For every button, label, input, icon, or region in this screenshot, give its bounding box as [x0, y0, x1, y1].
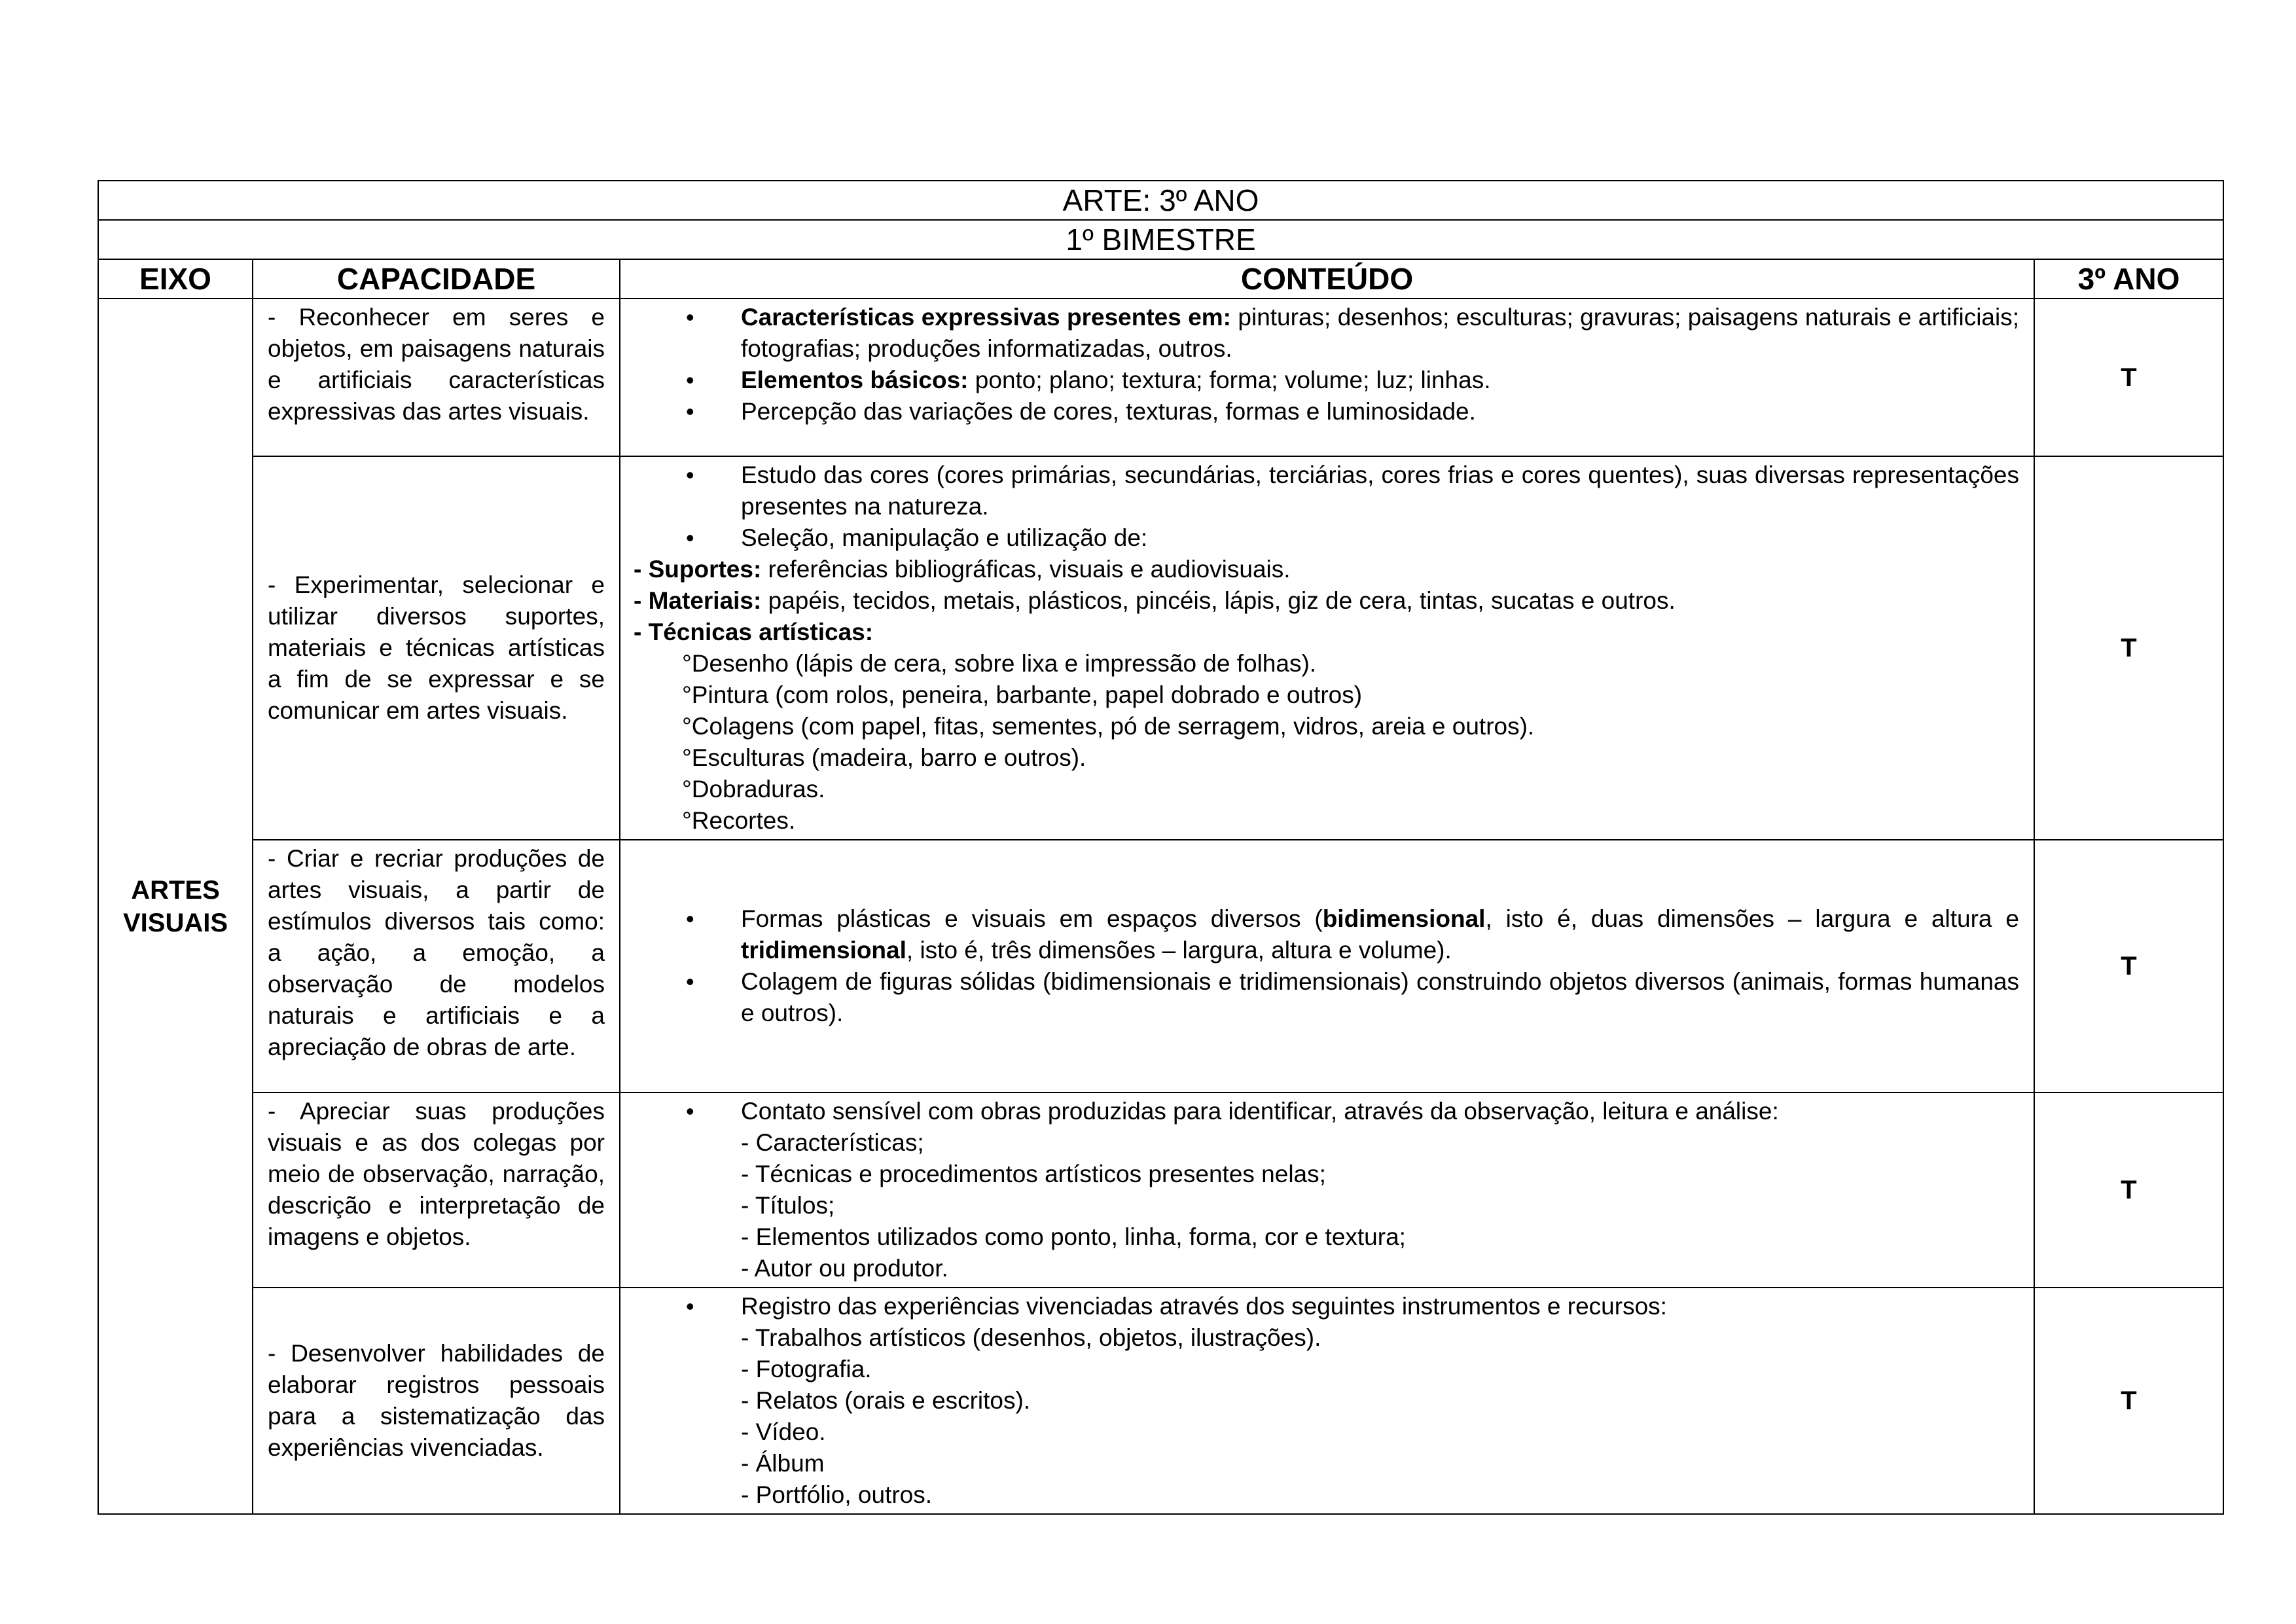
sub-item: - Características;: [741, 1129, 924, 1156]
item-text: ponto; plano; textura; forma; volume; luz; linhas.: [968, 367, 1491, 393]
header-ano: 3º ANO: [2034, 259, 2223, 298]
capacidade-cell: - Desenvolver habilidades de elaborar registros pessoais para a sistematização das experiências vivenciadas.: [253, 1288, 620, 1514]
sub-item: - Títulos;: [741, 1192, 835, 1219]
subtitle-row: [98, 220, 2223, 259]
item-bold-term: tridimensional: [741, 937, 906, 964]
item-text: Formas plásticas e visuais em espaços diversos (: [741, 905, 1323, 932]
bullet-list: [634, 1291, 2019, 1322]
list-item: [634, 1096, 2019, 1127]
sub-item: - Autor ou produtor.: [741, 1255, 948, 1282]
table-row: [98, 1092, 2223, 1288]
suportes-label: - Suportes:: [634, 556, 762, 583]
bullet-list: [634, 302, 2019, 427]
table-title: ARTE: 3º ANO: [98, 181, 2223, 220]
list-item: [634, 365, 2019, 396]
item-text: Contato sensível com obras produzidas para identificar, através da observação, leitura e análise:: [741, 1098, 1779, 1125]
item-text: pinturas; desenhos; esculturas; gravuras; paisagens naturais e artificiais; fotografias; produções informatizadas, outros.: [741, 304, 2019, 362]
table-row: [98, 456, 2223, 840]
list-item: [634, 396, 2019, 427]
bullet-icon: •: [686, 398, 694, 425]
list-item: [634, 460, 2019, 522]
bullet-icon: •: [686, 461, 694, 488]
bullet-icon: •: [686, 905, 694, 932]
table-row: [98, 840, 2223, 1092]
conteudo-cell: [620, 298, 2034, 456]
bullet-icon: •: [686, 304, 694, 331]
table-row: [98, 1288, 2223, 1514]
list-item: [634, 302, 2019, 365]
sub-item: - Trabalhos artísticos (desenhos, objetos, ilustrações).: [741, 1324, 1321, 1351]
item-bold-label: Elementos básicos:: [741, 367, 969, 393]
item-text: Seleção, manipulação e utilização de:: [741, 524, 1148, 551]
item-bold-label: Características expressivas presentes em:: [741, 304, 1232, 331]
conteudo-cell: [620, 1092, 2034, 1288]
item-text: , isto é, três dimensões – largura, altura e volume).: [906, 937, 1452, 964]
item-text: Registro das experiências vivenciadas através dos seguintes instrumentos e recursos:: [741, 1293, 1667, 1320]
sub-item: - Portfólio, outros.: [741, 1481, 933, 1508]
conteudo-cell: [620, 456, 2034, 840]
item-bold-term: bidimensional: [1322, 905, 1486, 932]
sub-item: - Vídeo.: [741, 1418, 826, 1445]
bullet-icon: •: [686, 524, 694, 551]
suportes-line: [634, 554, 2019, 585]
sub-item: - Fotografia.: [741, 1356, 872, 1382]
ano-cell: T: [2034, 456, 2223, 840]
ano-cell: T: [2034, 840, 2223, 1092]
bullet-list: [634, 460, 2019, 554]
bullet-icon: •: [686, 1293, 694, 1320]
sub-item: - Elementos utilizados como ponto, linha, forma, cor e textura;: [741, 1223, 1406, 1250]
capacidade-cell: - Reconhecer em seres e objetos, em paisagens naturais e artificiais características expressivas das artes visuais.: [253, 298, 620, 456]
sub-item: - Técnicas e procedimentos artísticos presentes nelas;: [741, 1161, 1326, 1187]
bullet-list: [634, 903, 2019, 1029]
table-row: [98, 298, 2223, 456]
bullet-icon: •: [686, 367, 694, 393]
capacidade-cell: - Criar e recriar produções de artes visuais, a partir de estímulos diversos tais como: a ação, a emoção, a observação de modelos naturais e artificiais e a apreciação de obras de arte.: [253, 840, 620, 1092]
eixo-label-line2: VISUAIS: [122, 908, 228, 937]
list-item: °Pintura (com rolos, peneira, barbante, papel dobrado e outros): [682, 681, 1363, 708]
conteudo-cell: [620, 1288, 2034, 1514]
title-row: [98, 181, 2223, 220]
list-item: °Esculturas (madeira, barro e outros).: [682, 744, 1086, 771]
materiais-line: [634, 585, 2019, 617]
tecnicas-label: - Técnicas artísticas:: [634, 619, 874, 645]
table-subtitle: 1º BIMESTRE: [98, 220, 2223, 259]
bullet-icon: •: [686, 968, 694, 995]
list-item: °Colagens (com papel, fitas, sementes, pó de serragem, vidros, areia e outros).: [682, 713, 1535, 740]
list-item: [634, 903, 2019, 966]
list-item: [634, 1291, 2019, 1322]
header-eixo: EIXO: [98, 259, 253, 298]
eixo-cell: [98, 298, 253, 1514]
conteudo-cell: [620, 840, 2034, 1092]
ano-cell: T: [2034, 1092, 2223, 1288]
capacidade-cell: - Apreciar suas produções visuais e as dos colegas por meio de observação, narração, descrição e interpretação de imagens e objetos.: [253, 1092, 620, 1288]
header-row: [98, 259, 2223, 298]
capacidade-cell: - Experimentar, selecionar e utilizar diversos suportes, materiais e técnicas artísticas a fim de se expressar e se comunicar em artes visuais.: [253, 456, 620, 840]
ano-cell: T: [2034, 298, 2223, 456]
eixo-label-line1: ARTES: [131, 875, 220, 905]
bullet-icon: •: [686, 1098, 694, 1125]
sub-item: - Relatos (orais e escritos).: [741, 1387, 1031, 1414]
list-item: [634, 966, 2019, 1029]
materiais-text: papéis, tecidos, metais, plásticos, pincéis, lápis, giz de cera, tintas, sucatas e outros.: [761, 587, 1676, 614]
materiais-label: - Materiais:: [634, 587, 762, 614]
list-item: [634, 522, 2019, 554]
suportes-text: referências bibliográficas, visuais e audiovisuais.: [761, 556, 1291, 583]
header-conteudo: CONTEÚDO: [620, 259, 2034, 298]
curriculum-table: [98, 180, 2224, 1515]
bullet-list: [634, 1096, 2019, 1127]
item-text: Colagem de figuras sólidas (bidimensionais e tridimensionais) construindo objetos diversos (animais, formas humanas e outros).: [741, 968, 2019, 1026]
item-text: , isto é, duas dimensões – largura e altura e: [1485, 905, 2019, 932]
list-item: °Dobraduras.: [682, 776, 825, 803]
header-capacidade: CAPACIDADE: [253, 259, 620, 298]
sub-item: - Álbum: [741, 1450, 825, 1477]
item-text: Estudo das cores (cores primárias, secundárias, terciárias, cores frias e cores quentes), suas diversas representações presentes na natureza.: [741, 461, 2019, 520]
list-item: °Recortes.: [682, 807, 796, 834]
tecnicas-line: [634, 617, 2019, 648]
ano-cell: T: [2034, 1288, 2223, 1514]
list-item: °Desenho (lápis de cera, sobre lixa e impressão de folhas).: [682, 650, 1317, 677]
item-text: Percepção das variações de cores, texturas, formas e luminosidade.: [741, 398, 1476, 425]
